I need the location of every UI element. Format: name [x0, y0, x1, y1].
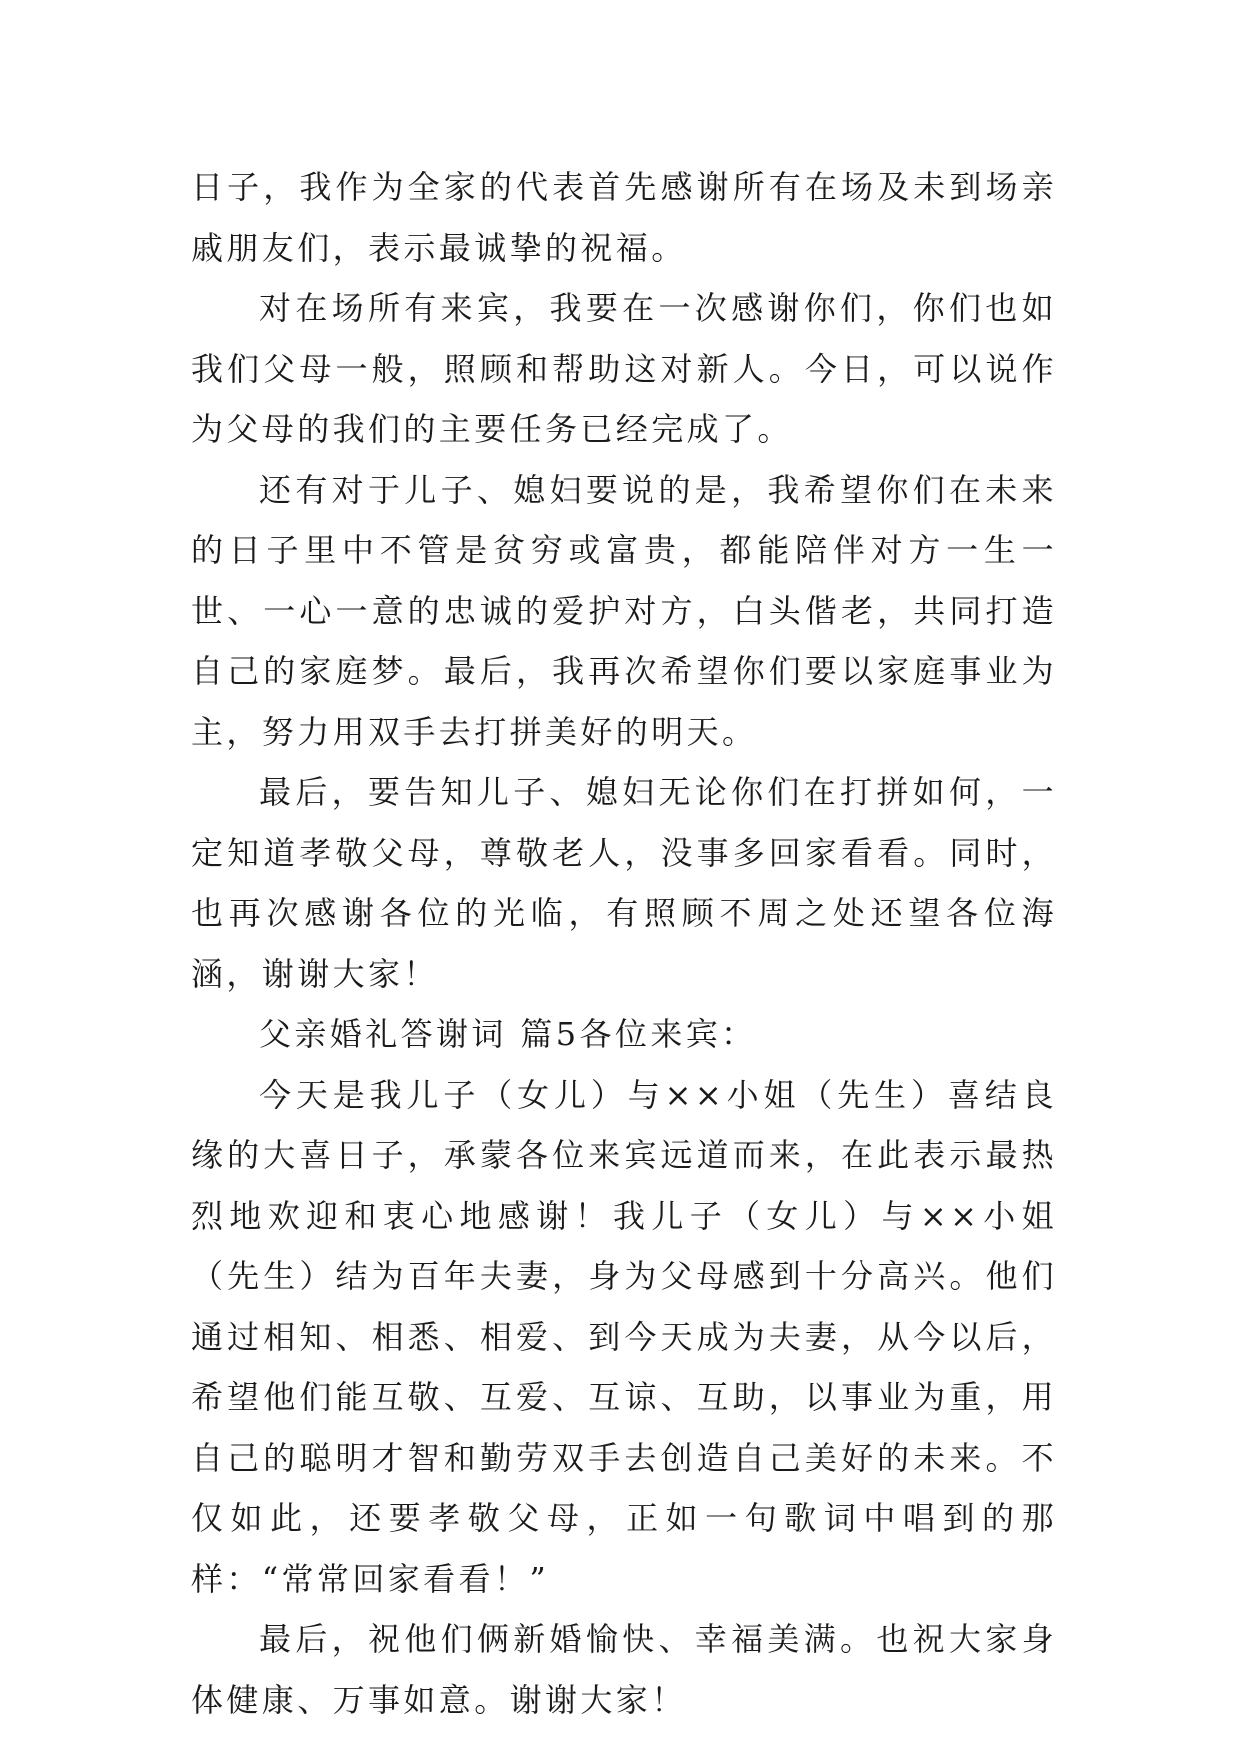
section-heading: 父亲婚礼答谢词 篇5各位来宾： — [259, 1015, 757, 1053]
paragraph-to-couple: 还有对于儿子、媳妇要说的是，我希望你们在未来的日子里中不管是贫穷或富贵，都能陪伴对方一生一世、一心一意的忠诚的爱护对方，白头偕老，共同打造自己的家庭梦。最后，我再次希望你们要以家庭事业为主，努力用双手去打拼美好的明天。 — [191, 470, 1057, 751]
document-body — [191, 157, 1057, 1730]
paragraph-closing: 最后，要告知儿子、媳妇无论你们在打拼如何，一定知道孝敬父母，尊敬老人，没事多回家看看。同时，也再次感谢各位的光临，有照顾不周之处还望各位海涵，谢谢大家！ — [191, 773, 1057, 993]
paragraph-thanks-guests: 对在场所有来宾，我要在一次感谢你们，你们也如我们父母一般，照顾和帮助这对新人。今日，可以说作为父母的我们的主要任务已经完成了。 — [191, 289, 1057, 448]
paragraph-blessing: 最后，祝他们俩新婚愉快、幸福美满。也祝大家身体健康、万事如意。谢谢大家！ — [191, 1620, 1057, 1719]
paragraph-welcome: 今天是我儿子（女儿）与××小姐（先生）喜结良缘的大喜日子，承蒙各位来宾远道而来，在此表示最热烈地欢迎和衷心地感谢！我儿子（女儿）与××小姐（先生）结为百年夫妻，身为父母感到十分高兴。他们通过相知、相悉、相爱、到今天成为夫妻，从今以后，希望他们能互敬、互爱、互谅、互助，以事业为重，用自己的聪明才智和勤劳双手去创造自己美好的未来。不仅如此，还要孝敬父母，正如一句歌词中唱到的那样：“常常回家看看！” — [191, 1075, 1057, 1598]
paragraph-continuation: 日子，我作为全家的代表首先感谢所有在场及未到场亲戚朋友们，表示最诚挚的祝福。 — [191, 168, 1057, 267]
